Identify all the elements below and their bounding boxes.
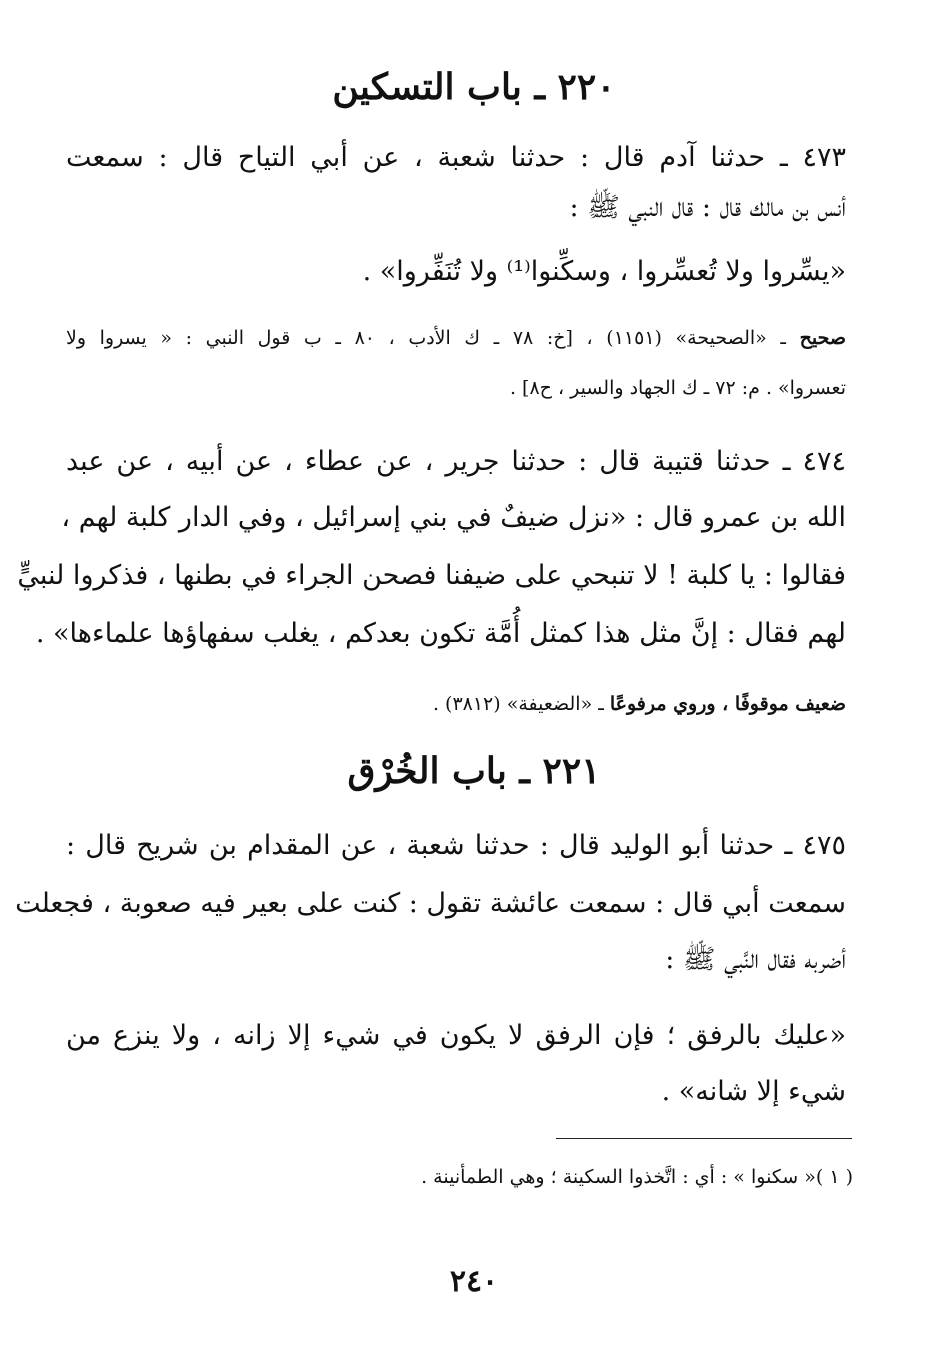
hadith-474-line-2: الله بن عمرو قال : «نزل ضيفٌ في بني إسرائيل ، وفي الدار كلبة لهم ، (61, 502, 846, 533)
chapter-heading-220: ٢٢٠ ـ باب التسكين (332, 66, 616, 108)
hadith-474-line-4: لهم فقال : إنَّ مثل هذا كمثل أُمَّة تكون بعدكم ، يغلب سفهاؤها علماءها» . (35, 618, 846, 649)
hadith-475-quote-line-2: شيء إلا شانه» . (661, 1076, 846, 1107)
footnote-1: ( ١ )« سكنوا » : أي : اتَّخذوا السكينة ؛ وهي الطمأنينة . (421, 1166, 853, 1188)
footnote-divider (556, 1138, 852, 1139)
hadith-475-line-3: أضربه فقال النَّبي ﷺ : (665, 944, 846, 975)
hadith-473-quote: «يسِّروا ولا تُعسِّروا ، وسكِّنوا⁽¹⁾ ولا تُنَفِّروا» . (362, 256, 846, 287)
grade-474 (66, 688, 846, 720)
grade-473-lead: صحيح (799, 327, 846, 349)
hadith-473-line-1: ٤٧٣ ـ حدثنا آدم قال : حدثنا شعبة ، عن أبي التياح قال : سمعت (66, 142, 846, 173)
chapter-heading-221: ٢٢١ ـ باب الخُرْق (347, 750, 601, 792)
grade-473-line-2: تعسروا» . م: ٧٢ ـ ك الجهاد والسير ، ح٨] . (509, 377, 846, 399)
grade-474-text: ـ «الضعيفة» (٣٨١٢) . (432, 693, 610, 715)
grade-474-lead: ضعيف موقوفًا ، وروي مرفوعًا (609, 693, 846, 715)
hadith-475-line-2: سمعت أبي قال : سمعت عائشة تقول : كنت على بعير فيه صعوبة ، فجعلت (15, 888, 846, 919)
hadith-474-line-1: ٤٧٤ ـ حدثنا قتيبة قال : حدثنا جرير ، عن عطاء ، عن أبيه ، عن عبد (66, 446, 846, 477)
hadith-475-line-1: ٤٧٥ ـ حدثنا أبو الوليد قال : حدثنا شعبة ، عن المقدام بن شريح قال : (66, 830, 846, 861)
hadith-473-line-2: أنس بن مالك قال : قال النبي ﷺ : (569, 192, 846, 223)
grade-473-text: ـ «الصحيحة» (١١٥١) ، [خ: ٧٨ ـ ك الأدب ، ٨٠ ـ ب قول النبي : « يسروا ولا (66, 327, 786, 349)
page-number: ٢٤٠ (449, 1264, 499, 1299)
hadith-474-line-3: فقالوا : يا كلبة ! لا تنبحي على ضيفنا فصحن الجراء في بطنها ، فذكروا لنبيٍّ (17, 560, 846, 591)
grade-473-line-1 (66, 322, 846, 354)
hadith-475-quote-line-1: «عليك بالرفق ؛ فإن الرفق لا يكون في شيء إلا زانه ، ولا ينزع من (66, 1020, 846, 1051)
